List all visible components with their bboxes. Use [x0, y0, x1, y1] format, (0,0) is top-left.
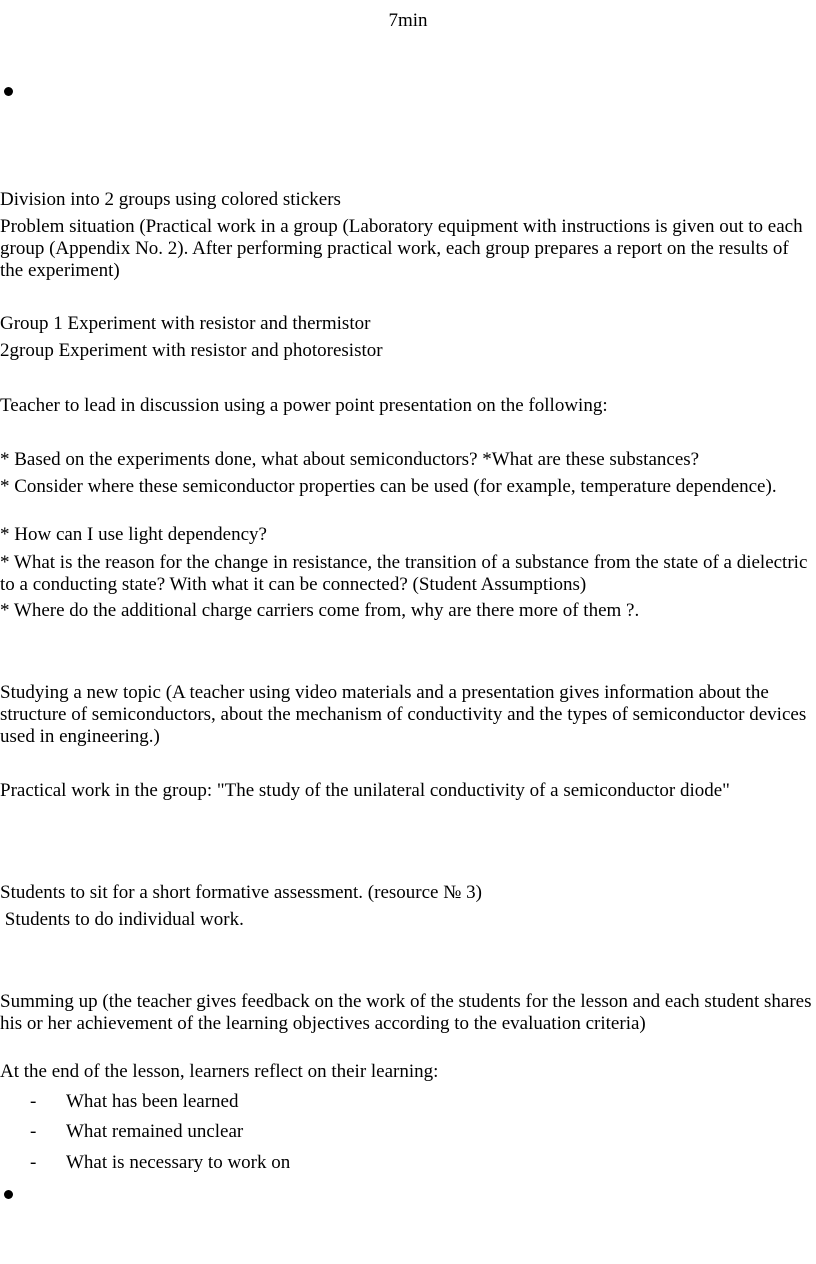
- division-text: Division into 2 groups using colored stickers: [0, 189, 341, 210]
- dash-icon: -: [30, 1152, 37, 1173]
- practical-diode-text: Practical work in the group: "The study of the unilateral conductivity of a semiconductor diode": [0, 780, 730, 801]
- list-item: [30, 1121, 730, 1143]
- teacher-lead-text: Teacher to lead in discussion using a power point presentation on the following:: [0, 395, 608, 416]
- reflect-text: At the end of the lesson, learners reflect on their learning:: [0, 1061, 439, 1082]
- formative-assessment-text: Students to sit for a short formative assessment. (resource № 3): [0, 882, 482, 903]
- bullet-dot-icon: [4, 87, 13, 96]
- reflection-item-label: What is necessary to work on: [66, 1152, 291, 1173]
- reflection-item-label: What remained unclear: [66, 1121, 244, 1142]
- bullet-bottom: [4, 1183, 16, 1205]
- dash-icon: -: [30, 1121, 37, 1142]
- individual-work-text: Students to do individual work.: [0, 909, 244, 930]
- question-5: * Where do the additional charge carriers come from, why are there more of them ?.: [0, 600, 640, 621]
- question-2: * Consider where these semiconductor properties can be used (for example, temperature dependence).: [0, 476, 777, 497]
- bullet-dot-icon: [4, 1190, 13, 1199]
- question-1: * Based on the experiments done, what about semiconductors? *What are these substances?: [0, 449, 700, 470]
- question-4: * What is the reason for the change in resistance, the transition of a substance from the state of a dielectric to a conducting state? With what it can be connected? (Student Assumptions): [0, 552, 808, 595]
- dash-icon: -: [30, 1091, 37, 1112]
- group2-text: 2group Experiment with resistor and photoresistor: [0, 340, 383, 361]
- summing-up-text: Summing up (the teacher gives feedback on the work of the students for the lesson and each student shares his or her achievement of the learning objectives according to the evaluation criteria): [0, 991, 812, 1034]
- problem-situation-text: Problem situation (Practical work in a group (Laboratory equipment with instructions is given out to each group (Appendix No. 2). After performing practical work, each group prepares a report on the results of the experiment): [0, 216, 803, 281]
- list-item: [30, 1091, 730, 1113]
- group1-text: Group 1 Experiment with resistor and thermistor: [0, 313, 371, 334]
- list-item: [30, 1152, 730, 1174]
- bullet-top: [4, 80, 16, 102]
- reflection-item-label: What has been learned: [66, 1091, 239, 1112]
- timing-label: 7min: [388, 10, 428, 31]
- question-3: * How can I use light dependency?: [0, 524, 267, 545]
- new-topic-text: Studying a new topic (A teacher using video materials and a presentation gives information about the structure of semiconductors, about the mechanism of conductivity and the types of semiconductor devices used in engineering.): [0, 682, 807, 747]
